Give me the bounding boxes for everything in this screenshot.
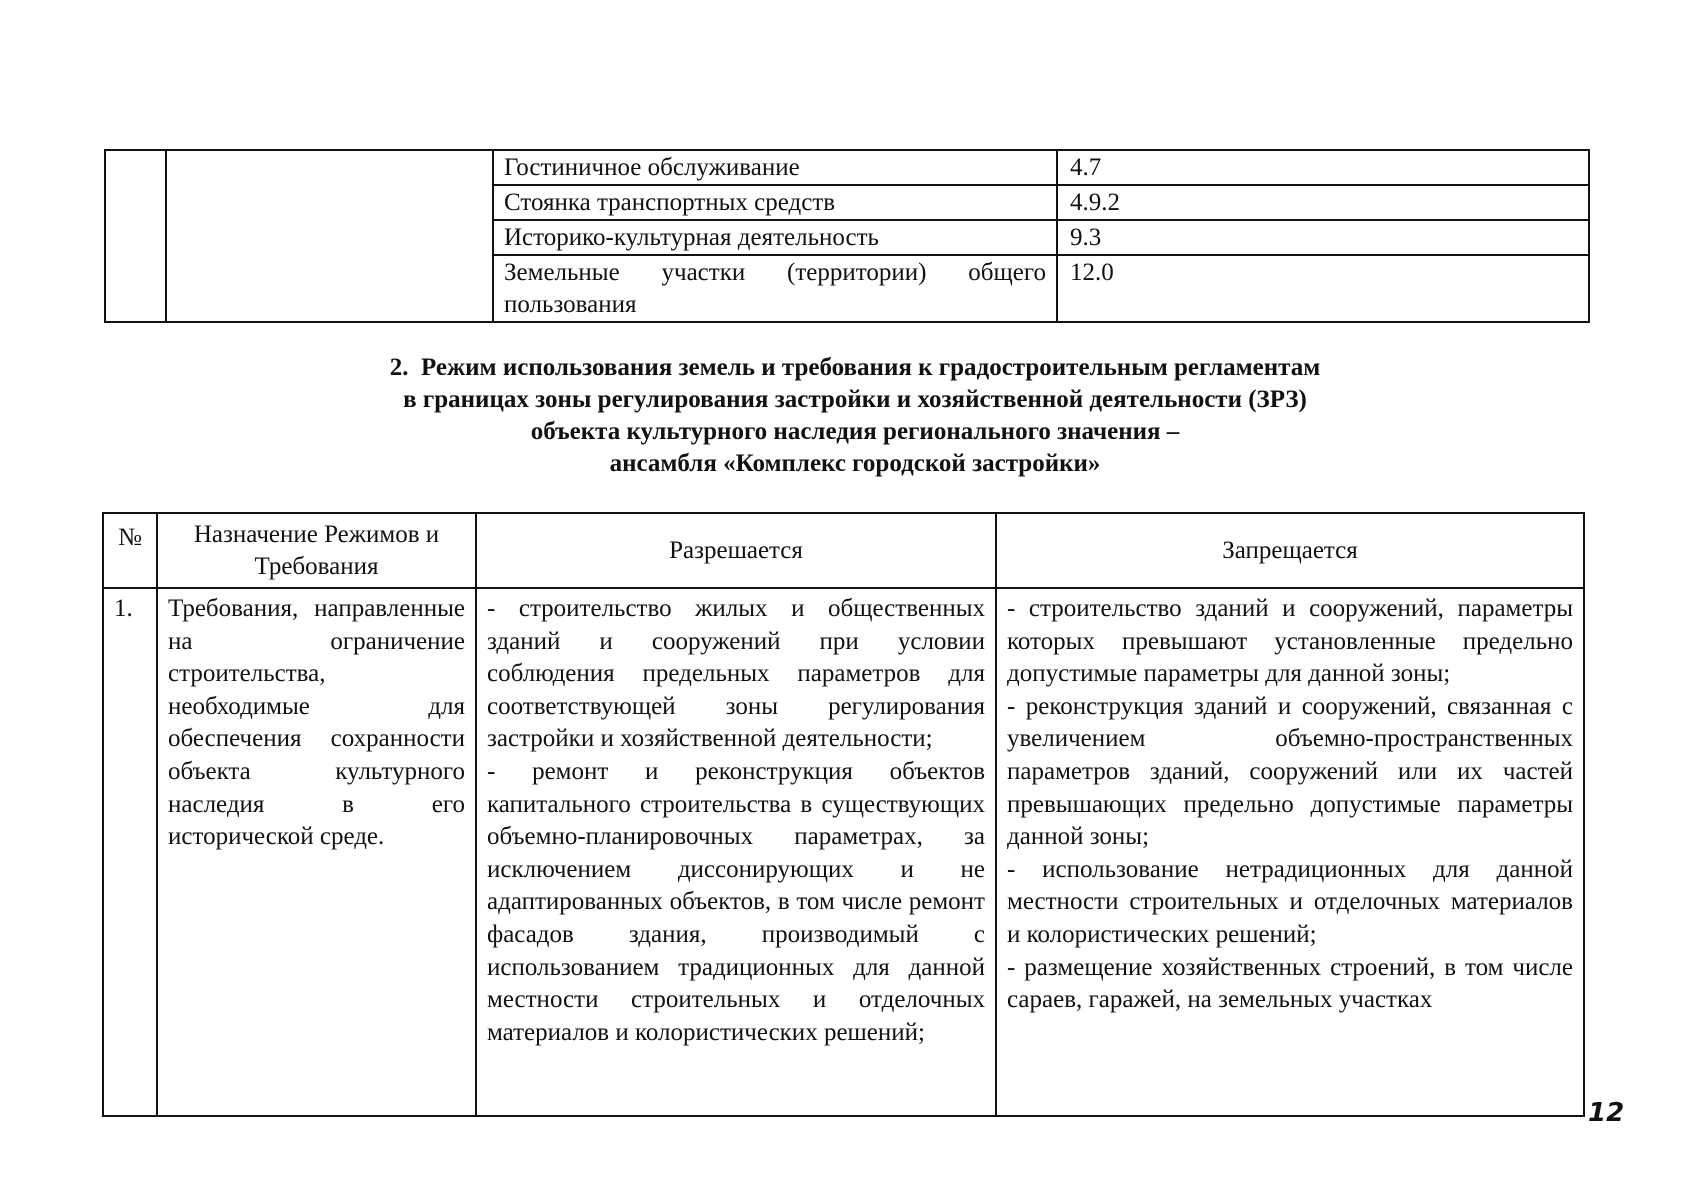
table-header-row xyxy=(103,513,1584,588)
header-number: № xyxy=(103,513,157,588)
forbidden-item: - строительство зданий и сооружений, параметры которых превышают установленные предельно допустимые параметры для данной зоны; xyxy=(1007,595,1573,688)
land-use-code: 9.3 xyxy=(1057,220,1589,255)
section-title-line: объекта культурного наследия регионального значения – xyxy=(530,418,1180,445)
section-title-line: ансамбля «Комплекс городской застройки» xyxy=(609,450,1101,477)
empty-number-cell xyxy=(105,150,166,322)
land-use-name: Земельные участки (территории) общего пользования xyxy=(493,255,1057,322)
header-forbidden: Запрещается xyxy=(996,513,1584,588)
section-title-line: в границах зоны регулирования застройки и хозяйственной деятельности (ЗРЗ) xyxy=(403,386,1307,413)
forbidden-item: - использование нетрадиционных для данной местности строительных и отделочных материалов и колористических решений; xyxy=(1007,855,1573,948)
page-number: 12 xyxy=(1588,1098,1625,1128)
regulations-table xyxy=(102,512,1585,1117)
section-number: 2. xyxy=(389,354,409,381)
section-title-line: Режим использования земель и требования к градостроительным регламентам xyxy=(420,354,1321,381)
header-purpose: Назначение Режимов и Требования xyxy=(157,513,476,588)
forbidden-item: - размещение хозяйственных строений, в том числе сараев, гаражей, на земельных участках xyxy=(1007,953,1573,1014)
land-use-code: 4.9.2 xyxy=(1057,185,1589,220)
allowed-item: - ремонт и реконструкция объектов капитального строительства в существующих объемно-планировочных параметрах, за исключением диссонирующих и не адаптированных объектов, в том числе ремонт фасадов здания, производимый с использованием традиционных для данной местности строительных и отделочных материалов и колористических решений; xyxy=(487,757,985,1046)
table-row xyxy=(105,150,1589,185)
land-use-code: 4.7 xyxy=(1057,150,1589,185)
land-use-types-table xyxy=(104,149,1590,323)
land-use-code: 12.0 xyxy=(1057,255,1589,322)
header-allowed: Разрешается xyxy=(476,513,996,588)
section-heading-line xyxy=(190,352,1520,384)
table-row xyxy=(103,588,1584,1116)
land-use-name: Стоянка транспортных средств xyxy=(493,185,1057,220)
row-number: 1. xyxy=(103,588,157,1116)
allowed-list xyxy=(476,588,996,1116)
forbidden-list xyxy=(996,588,1584,1116)
forbidden-item: - реконструкция зданий и сооружений, связанная с увеличением объемно-пространственных параметров зданий, сооружений или их частей превышающих предельно допустимые параметры данной зоны; xyxy=(1007,692,1573,851)
empty-zone-cell xyxy=(166,150,493,322)
section-heading xyxy=(190,352,1520,480)
allowed-item: - строительство жилых и общественных зданий и сооружений при условии соблюдения предельных параметров для соответствующей зоны регулирования застройки и хозяйственной деятельности; xyxy=(487,595,985,753)
land-use-name: Гостиничное обслуживание xyxy=(493,150,1057,185)
land-use-name: Историко-культурная деятельность xyxy=(493,220,1057,255)
row-purpose: Требования, направленные на ограничение строительства, необходимые для обеспечения сохранности объекта культурного наследия в его исторической среде. xyxy=(157,588,476,1116)
